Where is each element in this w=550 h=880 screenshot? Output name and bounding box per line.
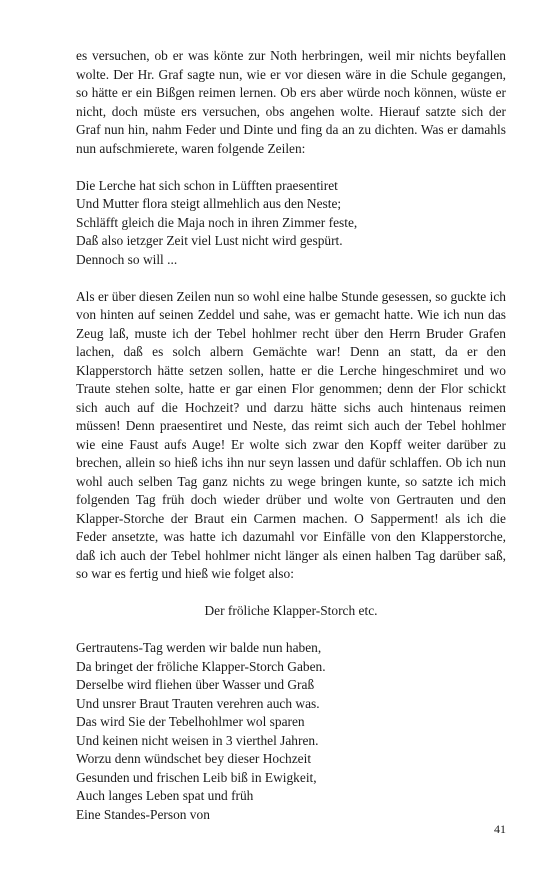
poem-1 <box>76 177 506 270</box>
verse-line: Die Lerche hat sich schon in Lüfften praesentiret <box>76 177 338 193</box>
verse-line: Derselbe wird fliehen über Wasser und Graß <box>76 677 315 692</box>
verse-line: Worzu denn wündschet bey dieser Hochzeit <box>76 751 312 766</box>
verse-line: Und Mutter flora steigt allmehlich aus den Neste; <box>76 196 342 211</box>
verse-line: Eine Standes-Person von <box>76 806 210 822</box>
poem-title: Der fröliche Klapper-Storch etc. <box>204 603 378 618</box>
verse-line: Das wird Sie der Tebelhohlmer wol sparen <box>76 714 305 729</box>
verse-line: Gesunden und frischen Leib biß in Ewigkeit, <box>76 769 317 785</box>
paragraph-2: Als er über diesen Zeilen nun so wohl eine halbe Stunde gesessen, so guckte ich von hinten auf seinen Zeddel und sahe, was er gemacht hatte. Wie ich nun das Zeug laß, muste ich der Tebel hohlmer recht über den Herrn Bruder Grafen lachen, daß es solch albern Gemächte war! Denn an statt, da er den Klapperstorch hätte setzen sollen, hatte er die Lerche hingeschmiret und wo Traute stehen solte, hatte er gar einen Flor genommen; denn der Flor schickt sich auch auf die Hochzeit? und darzu hätte sichs auch hintenaus reimen müssen! Denn praesentiret und Neste, das reimt sich auch der Tebel hohlmer wie eine Faust aufs Auge! Er wolte sich zwar den Kopff weiter darüber zu brechen, allein so hieß ichs ihn nur seyn lassen und dafür schlaffen. Ob ich nun wohl auch selben Tag ganz nichts zu wege bringen kunte, so satzte ich mich folgenden Tag früh doch wieder drüber und wolte von Gertrauten und den Klapper-Storche der Braut ein Carmen machen. O Sapperment! als ich die Feder ansetzte, was hatte ich dazumahl vor Einfälle von den Klapperstorche, daß ich auch der Tebel hohlmer nicht länger als einen halben Tag darüber saß, so war es fertig und hieß wie folget also: <box>76 288 506 581</box>
poem-2 <box>76 639 506 824</box>
verse-line: Schläfft gleich die Maja noch in ihren Zimmer feste, <box>76 214 358 230</box>
verse-line: Und unsrer Braut Trauten verehren auch was. <box>76 695 320 711</box>
page-number: 41 <box>494 822 506 836</box>
verse-line: Da bringet der fröliche Klapper-Storch Gaben. <box>76 658 326 674</box>
paragraph-1: es versuchen, ob er was könte zur Noth herbringen, weil mir nichts beyfallen wolte. Der Hr. Graf sagte nun, wie er vor diesen wäre in die Schule gegangen, so hätte er ein Bißgen reimen lernen. Ob ers aber würde noch können, wüste er nicht, doch müste ers versuchen, obs angehen wolte. Hierauf satzte sich der Graf nun hin, nahm Feder und Dinte und fing da an zu dichten. Was er damahls nun aufschmierete, waren folgende Zeilen: <box>76 48 506 156</box>
page-body <box>76 47 506 824</box>
verse-line: Auch langes Leben spat und früh <box>76 788 254 803</box>
verse-line: Dennoch so will ... <box>76 251 178 267</box>
verse-line: Daß also ietzger Zeit viel Lust nicht wird gespürt. <box>76 233 343 248</box>
verse-line: Und keinen nicht weisen in 3 vierthel Jahren. <box>76 732 319 748</box>
verse-line: Gertrautens-Tag werden wir balde nun haben, <box>76 640 322 655</box>
